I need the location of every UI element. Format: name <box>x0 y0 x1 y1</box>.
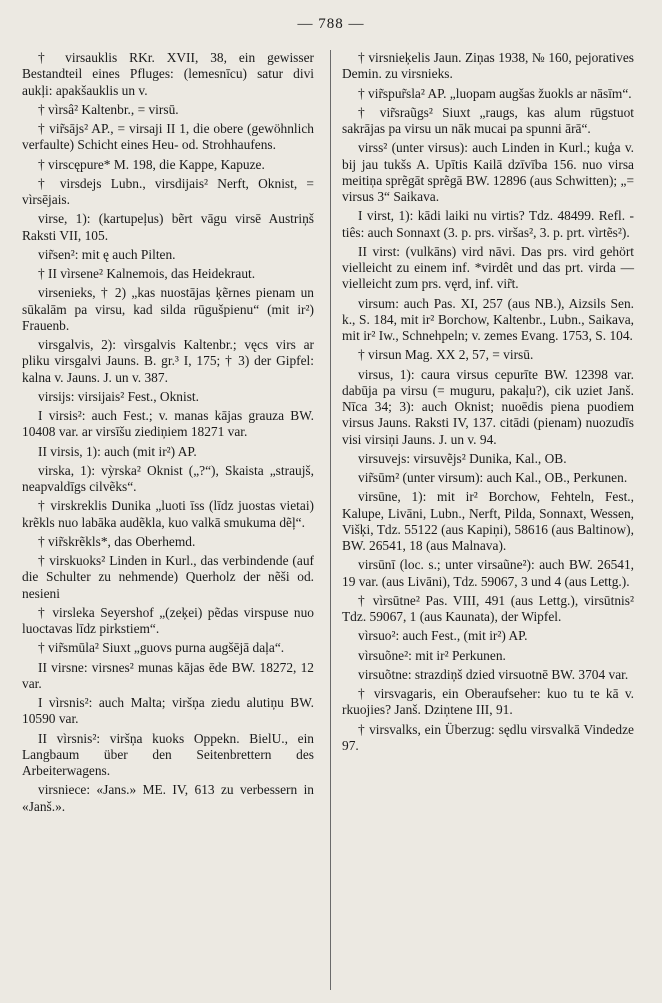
entry: virska, 1): vỳrska² Oknist („?“), Skaista „straujš, neapvaldīgs cilvẽks“. <box>22 462 314 494</box>
entry: virss² (unter virsus): auch Linden in Kurl.; kuģa v. bij jau tukšs A. Upītis Kailā dzīvība 156. nuo virsa meitiņa sprẽgāt sprẽgā BW. 12896 (aus Schwitten); „= virsus 3“ Saikava. <box>342 140 634 204</box>
entry: I vìrsnis²: auch Malta; viršņa ziedu alutiņu BW. 10590 var. <box>22 695 314 727</box>
entry: † vìrsūtne² Pas. VIII, 491 (aus Lettg.), virsūtnis² Tdz. 59067, 1 (aus Kaunata), der Wipfel. <box>342 592 634 624</box>
entry: † virsauklis RKr. XVII, 38, ein gewisser Bestandteil eines Pfluges: (lemesnīcu) satur divi aukļi: apakšauklis un v. <box>22 50 314 98</box>
entry: † virscępure* M. 198, die Kappe, Kapuze. <box>38 156 265 172</box>
entry: virsus, 1): caura virsus cepurīte BW. 12398 var. dabūja pa virsu (= muguru, pakaļu?), cik uziet Janš. Nīca 34; 3): auch Oknist; nuoēdis piena puodiem virsus Jauns. Raksti IV, 137. citādi (pienam) nuozudīs visi virsiņi Jauns. J. un v. 94. <box>342 366 634 447</box>
entry: † virsleka Seyershof „(zeķei) pẽdas virspuse nuo luoctavas līdz pirkstiem“. <box>22 604 314 636</box>
entry: I virsis²: auch Fest.; v. manas kājas grauza BW. 10408 var. ar virsīšu ziediņiem 18271 var. <box>22 408 314 440</box>
entry: II virst: (vulkāns) vird nāvi. Das prs. vird gehört vielleicht zu einem inf. *virdêt und das prt. virda — vielleicht zum prs. vęrd, inf. vir̃t. <box>342 243 634 292</box>
entry: I virst, 1): kādi laiki nu virtis? Tdz. 48499. Refl. -tiês: auch Sonnaxt (3. p. prs. viršas², 3. p. prt. vìrtẽs²). <box>342 208 634 240</box>
left-column <box>22 50 314 818</box>
entry: † virskreklis Dunika „luoti īss (līdz juostas vietai) krẽkls nuo labāka audẽkla, kuo valkā smukuma dẽļ“. <box>22 498 314 530</box>
entry: virsgalvis, 2): vìrsgalvis Kaltenbr.; vęcs virs ar pliku virsgalvi Jauns. B. gr.³ I, 175; † 3) der Gipfel: kalna v. Jauns. J. un v. 387. <box>22 337 314 385</box>
entry: virsuvejs: virsuvẽjs² Dunika, Kal., OB. <box>358 450 567 466</box>
entry: † vir̃smūla² Siuxt „guovs purna augšējā daļa“. <box>38 640 285 656</box>
entry: virse, 1): (kartupeļus) bẽrt vāgu virsē Austriņš Raksti VII, 105. <box>22 211 314 243</box>
entry: † virsun Mag. XX 2, 57, = virsū. <box>358 347 534 363</box>
entry: vìrsuo²: auch Fest., (mit ir²) AP. <box>358 628 528 644</box>
entry: † vir̃spur̃sla² AP. „luopam augšas žuokls ar nāsīm“. <box>358 85 632 101</box>
entry: † vìrsâ² Kaltenbr., = virsū. <box>38 101 179 117</box>
entry: † virsvalks, ein Überzug: sędlu virsvalkā Vindedze 97. <box>342 721 634 753</box>
entry: virsuõtne: strazdiņš dzied virsuotnē BW. 3704 var. <box>358 666 629 682</box>
entry: virsūnī (loc. s.; unter virsaũne²): auch BW. 26541, 19 var. (aus Livāni), Tdz. 59067, 3 und 4 (aus Lettg.). <box>342 557 634 589</box>
entry: II vìrsnis²: viršņa kuoks Oppekn. BielU., ein Langbaum über den Seitenbrettern des Arbeiterwagens. <box>22 730 314 778</box>
entry: † vir̃sraũgs² Siuxt „raugs, kas alum rūgstuot sakrājas pa virsu un nāk mucai pa spunni ārā“. <box>342 104 634 136</box>
entry: virsenieks, † 2) „kas nuostājas ķẽrnes pienam un sūkalām pa virsu, kad silda rūgušpienu“ (mit ir²) Frauenb. <box>22 285 314 333</box>
entry: virsum: auch Pas. XI, 257 (aus NB.), Aizsils Sen. k., S. 184, mit ir² Borchow, Kaltenbr., Lubn., Saikava, mit ir² Iw., Schnehpeln; v. zemes Evang. 1753, S. 104. <box>342 295 634 343</box>
entry: II virsis, 1): auch (mit ir²) AP. <box>38 443 197 459</box>
entry: virsūne, 1): mit ir² Borchow, Fehteln, Fest., Kalupe, Livāni, Lubn., Nerft, Pilda, Sonnaxt, Wessen, Višķi, Tdz. 55122 (aus Kapiņi), 58616 (aus Baltinow), BW. 26541, 18 (aus Malnava). <box>342 489 634 553</box>
entry: vir̃sen²: mit ę auch Pilten. <box>38 246 176 262</box>
entry: † vir̃skrẽkls*, das Oberhemd. <box>38 533 196 549</box>
entry: virsniece: «Jans.» ME. IV, 613 zu verbessern in «Janš.». <box>22 782 314 814</box>
entry: virsijs: virsijais² Fest., Oknist. <box>38 388 199 404</box>
entry: vir̃sūm² (unter virsum): auch Kal., OB., Perkunen. <box>358 470 628 485</box>
entry: vìrsuõne²: mit ir² Perkunen. <box>358 647 506 663</box>
entry: † virskuoks² Linden in Kurl., das verbindende (auf die Schulter zu nehmende) Querholz der nẽši od. nesieni <box>22 553 314 601</box>
entry: † virsvagaris, ein Oberaufseher: kuo tu te kā v. rkuojies? Janš. Dziņtene III, 91. <box>342 686 634 718</box>
entry: † II vìrsene² Kalnemois, das Heidekraut. <box>38 266 256 281</box>
entry: † virsnieķelis Jaun. Ziņas 1938, № 160, pejoratives Demin. zu virsnieks. <box>342 50 634 82</box>
entry: † virsdejs Lubn., virsdijais² Nerft, Oknist, = vìrsējais. <box>22 175 314 207</box>
entry: † vir̃sājs² AP., = virsaji II 1, die obere (gewöhnlich verfaulte) Schicht eines Heu- od. Strohhaufens. <box>22 121 314 153</box>
page-number: — 788 — <box>297 16 365 32</box>
entry: II virsne: virsnes² munas kājas ēde BW. 18272, 12 var. <box>22 659 314 691</box>
right-column <box>342 50 634 757</box>
column-divider <box>330 50 331 990</box>
